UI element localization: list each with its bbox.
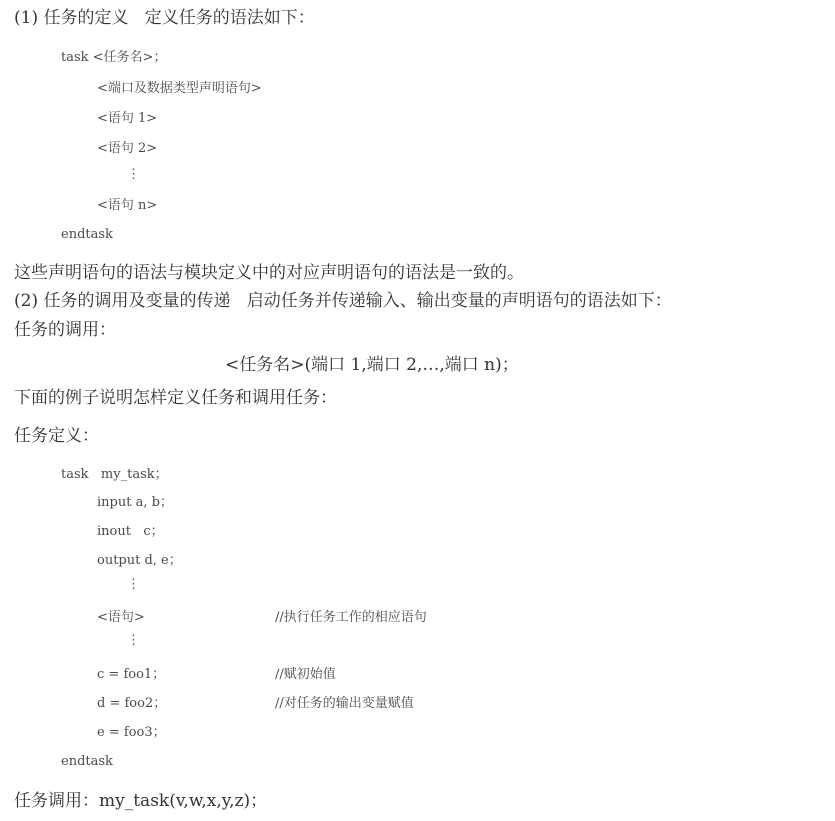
syntax-line-stmt1: <语句 1>: [97, 111, 158, 126]
example-inout-decl: inout c；: [97, 524, 164, 539]
task-call-example: 任务调用：my_task(v,w,x,y,z)；: [14, 791, 268, 811]
section1-heading: (1) 任务的定义 定义任务的语法如下：: [14, 8, 315, 28]
section1-note: 这些声明语句的语法与模块定义中的对应声明语句的语法是一致的。: [14, 263, 524, 283]
call-syntax: <任务名>(端口 1,端口 2,…,端口 n)；: [225, 355, 519, 375]
syntax-line-endtask: endtask: [61, 227, 113, 242]
syntax-line-stmtn: <语句 n>: [97, 198, 158, 213]
syntax-line-ports: <端口及数据类型声明语句>: [97, 81, 262, 96]
syntax-line-stmt2: <语句 2>: [97, 141, 158, 156]
example-ellipsis-1: ⋮: [127, 577, 140, 592]
syntax-line-task: task <任务名>；: [61, 50, 167, 65]
example-statement: <语句>: [97, 610, 145, 625]
example-input-decl: input a, b；: [97, 495, 173, 510]
example-ellipsis-2: ⋮: [127, 633, 140, 648]
example-endtask: endtask: [61, 754, 113, 769]
example-assign-e: e = foo3；: [97, 725, 166, 740]
example-intro: 下面的例子说明怎样定义任务和调用任务：: [14, 388, 337, 408]
example-assign-d: d = foo2；: [97, 696, 167, 711]
example-assign-c: c = foo1；: [97, 667, 166, 682]
call-label: 任务的调用：: [14, 320, 116, 340]
example-task-header: task my_task；: [61, 467, 168, 482]
example-assign-c-comment: //赋初始值: [275, 667, 336, 682]
definition-label: 任务定义：: [14, 426, 99, 446]
example-output-decl: output d, e；: [97, 553, 182, 568]
example-statement-comment: //执行任务工作的相应语句: [275, 610, 427, 625]
example-assign-d-comment: //对任务的输出变量赋值: [275, 696, 414, 711]
section2-heading: (2) 任务的调用及变量的传递 启动任务并传递输入、输出变量的声明语句的语法如下：: [14, 291, 672, 311]
syntax-line-ellipsis: ⋮: [127, 167, 140, 182]
